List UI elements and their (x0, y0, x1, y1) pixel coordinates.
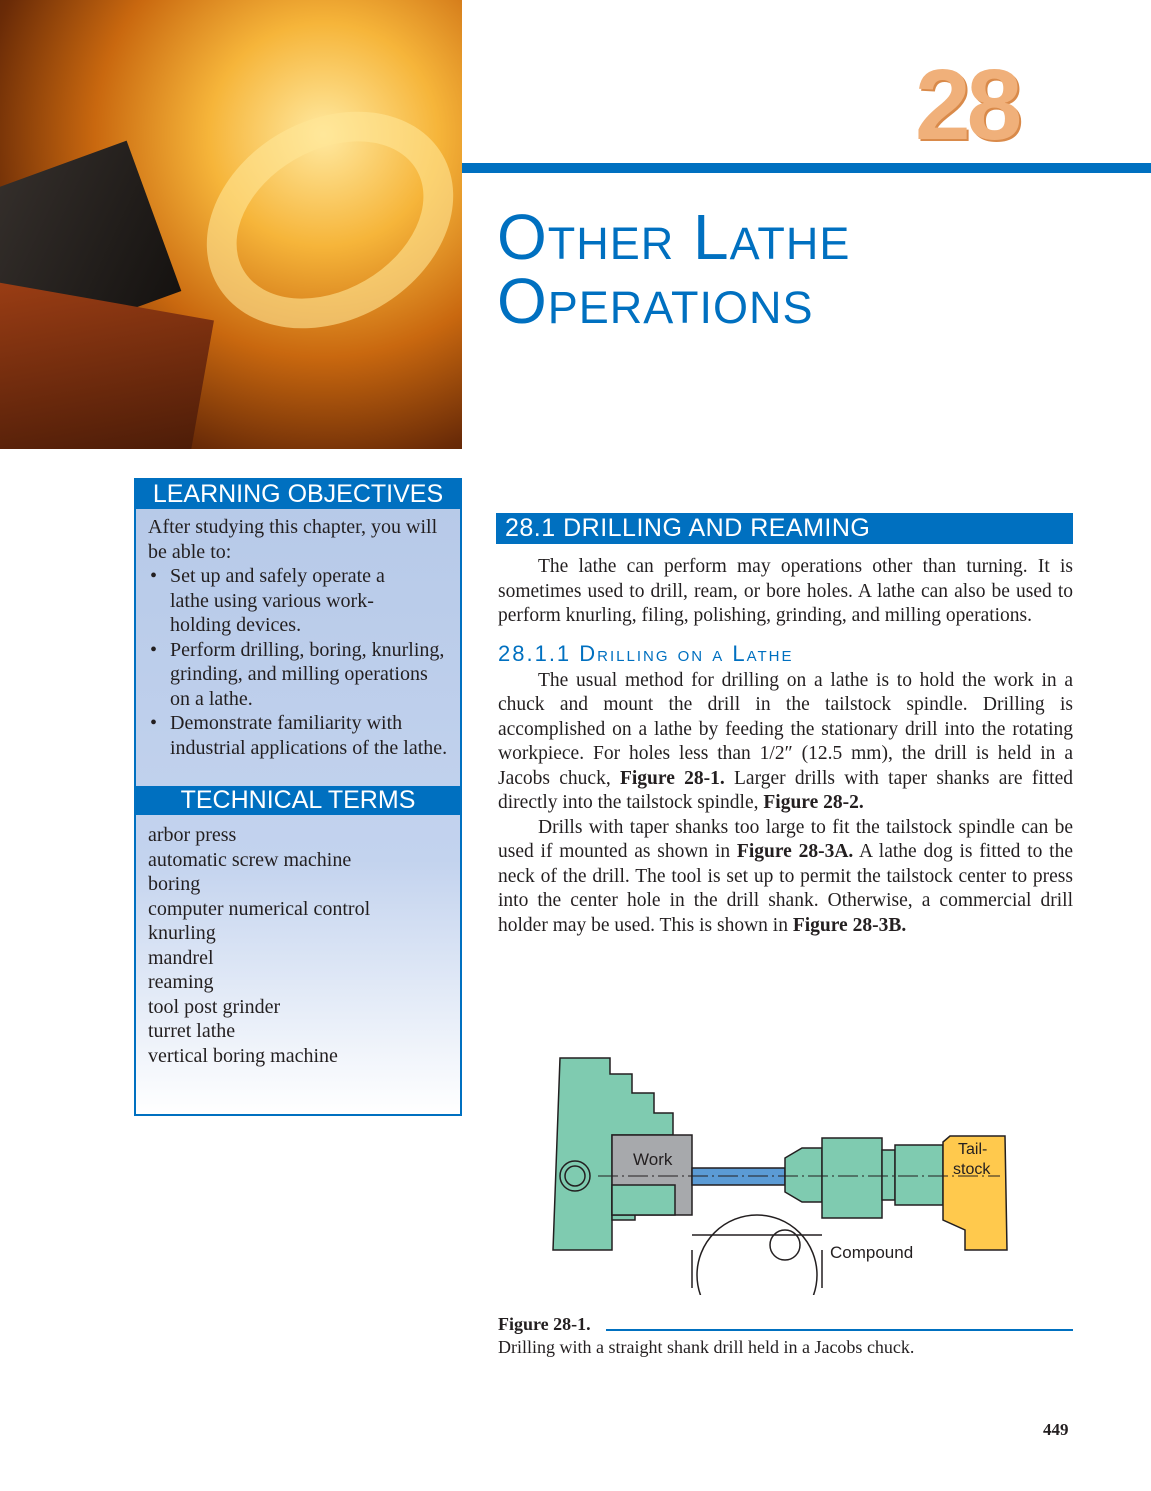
figure-ref: Figure 28-1. (619, 767, 725, 789)
caption-label: Figure 28-1. (498, 1314, 591, 1334)
term: reaming (148, 971, 214, 993)
page-number: 449 (1043, 1420, 1069, 1439)
objectives-intro: After studying this chapter, you will be able to: (148, 516, 438, 563)
label-tailstock: Tail- (958, 1141, 988, 1158)
section-heading: 28.1 DRILLING AND REAMING (496, 513, 1073, 544)
objective-item: • Demonstrate familiarity with industrial applications of the lathe. (148, 711, 448, 760)
subsection-heading: 28.1.1 Drilling on a Lathe (498, 640, 794, 666)
paragraph: Drills with taper shanks too large to fit the tailstock spindle can be used if mounted as shown in Figure 28-3A. A lathe dog is fitted to the neck of the drill. The tool is set up to permit the tailstock center to press into the center hole in the drill shank. Otherwise, a commercial drill holder may be used. This is shown in Figure 28-3B. (498, 816, 1073, 936)
figure-drilling-diagram (540, 1050, 1020, 1295)
jacobs-chuck (822, 1138, 882, 1218)
term: vertical boring machine (148, 1044, 338, 1067)
term: tool post grinder (148, 995, 281, 1018)
objective-item: • Set up and safely operate a lathe using various work-holding devices. (148, 564, 388, 638)
main-column (498, 513, 1073, 938)
figure-caption (498, 1313, 1073, 1359)
term: automatic screw machine (148, 848, 352, 871)
term: boring (148, 873, 201, 895)
term: knurling (148, 922, 216, 944)
term: turret lathe (148, 1020, 236, 1042)
label-tailstock: stock (953, 1161, 991, 1178)
paragraph: The lathe can perform may operations other than turning. It is sometimes used to drill, ream, or bore holes. A lathe can also be used to perform knurling, filing, polishing, grinding, and milling operations. (498, 556, 1073, 626)
label-compound: Compound (830, 1243, 914, 1262)
objectives-heading: LEARNING OBJECTIVES (136, 480, 460, 509)
divider (462, 163, 1151, 173)
term: mandrel (148, 946, 214, 969)
terms-heading: TECHNICAL TERMS (136, 786, 460, 815)
label-work: Work (633, 1150, 673, 1169)
sidebar-box (134, 478, 462, 1116)
figure-ref: Figure 28-3A. (736, 841, 854, 862)
caption-text: Drilling with a straight shank drill held in a Jacobs chuck. (498, 1337, 915, 1357)
chapter-title (497, 201, 851, 337)
term: computer numerical control (148, 897, 371, 920)
chapter-number: 28 (915, 49, 1019, 161)
title-line: Operations (497, 265, 814, 337)
objective-item: • Perform drilling, boring, knurling, grinding, and milling operations on a lathe. (148, 638, 448, 712)
figure-ref: Figure 28-2. (763, 792, 864, 813)
figure-ref: Figure 28-3B. (792, 914, 907, 936)
title-line: Other Lathe (497, 201, 851, 273)
term: arbor press (148, 824, 237, 846)
paragraph: The usual method for drilling on a lathe is to hold the work in a chuck and mount the drill in the tailstock spindle. Drilling is accomplished on a lathe by feeding the stationary drill into the rotating workpiece. For holes less than 1/2″ (12.5 mm), the drill is held in a Jacobs chuck, Figure 28-1. Larger drills with taper shanks are fitted directly into the tailstock spindle, Figure 28-2. (498, 669, 1073, 813)
chapter-photo (0, 0, 462, 449)
